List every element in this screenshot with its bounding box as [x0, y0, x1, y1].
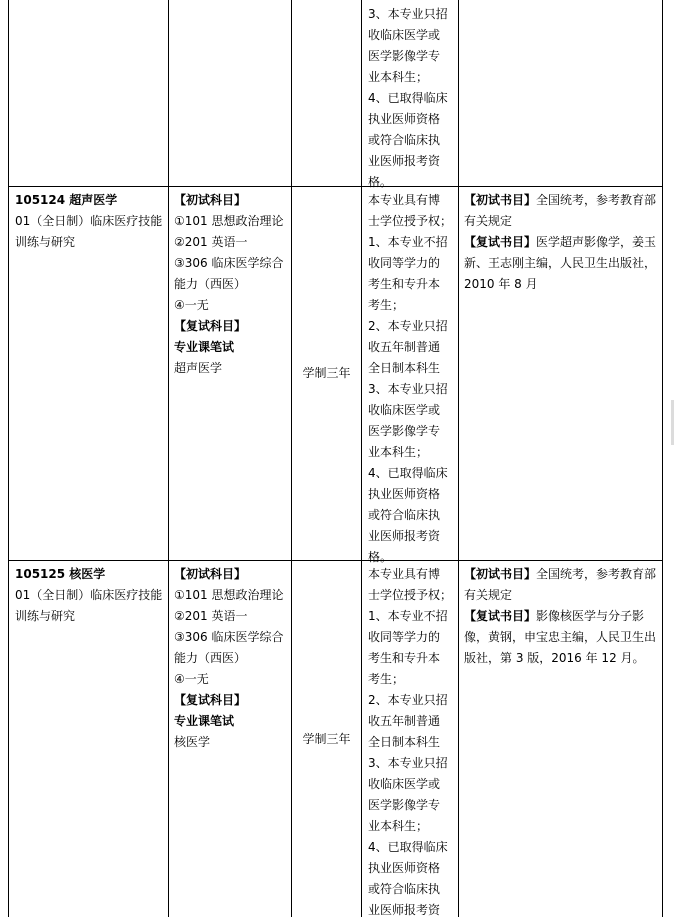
- condition-line: 3、本专业只招: [368, 7, 448, 21]
- prelim-subject: ②201 英语一: [174, 235, 248, 249]
- retest-subjects-header: 【复试科目】: [174, 693, 247, 707]
- duration-text: 学制三年: [302, 731, 351, 746]
- retest-books: [464, 606, 659, 669]
- retest-books-label: 【复试书目】: [464, 235, 537, 249]
- retest-subject: 核医学: [174, 735, 211, 749]
- condition-line: 4、已取得临床: [368, 91, 448, 105]
- condition-line: 收临床医学或: [368, 777, 441, 791]
- condition-line: 考生；: [368, 672, 405, 686]
- condition-line: 收临床医学或: [368, 28, 441, 42]
- prelim-subject: ④一无: [174, 672, 209, 686]
- condition-line: 或符合临床执: [368, 133, 441, 147]
- retest-subject: 超声医学: [174, 361, 223, 375]
- prelim-books-text: 全国统考，参考教育部有关规定: [464, 193, 657, 228]
- conditions-cell: [368, 190, 458, 568]
- prelim-books-text: 全国统考，参考教育部有关规定: [464, 567, 657, 602]
- duration-cell: [292, 187, 361, 560]
- condition-line: 业医师报考资: [368, 529, 441, 543]
- retest-books: [464, 232, 659, 295]
- retest-books-text: 医学超声影像学，姜玉新、王志刚主编，人民卫生出版社，2010 年 8 月: [464, 235, 657, 291]
- condition-line: 本专业具有博: [368, 567, 441, 581]
- prelim-subjects-header: 【初试科目】: [174, 193, 247, 207]
- condition-line: 业本科生；: [368, 819, 429, 833]
- condition-line: 全日制本科生: [368, 735, 441, 749]
- prelim-subject: ④一无: [174, 298, 209, 312]
- retest-subjects-header: 【复试科目】: [174, 319, 247, 333]
- prelim-subjects-header: 【初试科目】: [174, 567, 247, 581]
- retest-type: 专业课笔试: [174, 340, 235, 354]
- retest-type: 专业课笔试: [174, 714, 235, 728]
- table-border: [458, 0, 459, 917]
- table-border: [168, 0, 169, 917]
- condition-line: 考生和专升本: [368, 277, 441, 291]
- condition-line: 医学影像学专: [368, 49, 441, 63]
- table-border: [361, 0, 362, 917]
- conditions-cell: [368, 4, 458, 193]
- books-cell: [464, 564, 659, 669]
- condition-line: 收同等学力的: [368, 256, 441, 270]
- condition-line: 考生和专升本: [368, 651, 441, 665]
- condition-line: 收五年制普通: [368, 340, 441, 354]
- condition-line: 士学位授予权；: [368, 214, 453, 228]
- condition-line: 收五年制普通: [368, 714, 441, 728]
- duration-text: 学制三年: [302, 366, 351, 380]
- subjects-cell: [174, 190, 289, 379]
- direction-line: 训练与研究: [15, 235, 76, 249]
- subjects-cell: [174, 564, 289, 753]
- condition-line: 执业医师资格: [368, 487, 441, 501]
- direction-line: 01（全日制）临床医疗技能: [15, 214, 163, 228]
- retest-books-label: 【复试书目】: [464, 609, 537, 623]
- condition-line: 执业医师资格: [368, 861, 441, 875]
- condition-line: 格。: [368, 550, 393, 564]
- conditions-cell: [368, 564, 458, 917]
- condition-line: 考生；: [368, 298, 405, 312]
- duration-cell: [292, 561, 361, 917]
- direction-line: 01（全日制）临床医疗技能: [15, 588, 163, 602]
- condition-line: 医学影像学专: [368, 424, 441, 438]
- condition-line: 3、本专业只招: [368, 756, 448, 770]
- condition-line: 业本科生；: [368, 70, 429, 84]
- prelim-subject: ①101 思想政治理论: [174, 214, 284, 228]
- condition-line: 1、本专业不招: [368, 235, 448, 249]
- condition-line: 业医师报考资: [368, 154, 441, 168]
- condition-line: 或符合临床执: [368, 882, 441, 896]
- condition-line: 4、已取得临床: [368, 840, 448, 854]
- major-cell: [15, 564, 165, 627]
- condition-line: 本专业具有博: [368, 193, 441, 207]
- table-border: [8, 0, 9, 917]
- condition-line: 或符合临床执: [368, 508, 441, 522]
- condition-line: 收临床医学或: [368, 403, 441, 417]
- condition-line: 2、本专业只招: [368, 693, 448, 707]
- prelim-subject: 能力（西医）: [174, 277, 247, 291]
- major-cell: [15, 190, 165, 253]
- condition-line: 4、已取得临床: [368, 466, 448, 480]
- condition-line: 格。: [368, 175, 393, 189]
- condition-line: 业本科生；: [368, 445, 429, 459]
- retest-books-text: 影像核医学与分子影像，黄钢，申宝忠主编，人民卫生出版社，第 3 版，2016 年 12 月。: [464, 609, 657, 665]
- prelim-subject: ③306 临床医学综合: [174, 256, 284, 270]
- condition-line: 全日制本科生: [368, 361, 441, 375]
- books-cell: [464, 190, 659, 295]
- condition-line: 执业医师资格: [368, 112, 441, 126]
- condition-line: 3、本专业只招: [368, 382, 448, 396]
- condition-line: 医学影像学专: [368, 798, 441, 812]
- prelim-subject: ③306 临床医学综合: [174, 630, 284, 644]
- major-code-name: 105125 核医学: [15, 567, 106, 581]
- prelim-books: [464, 564, 659, 606]
- direction-line: 训练与研究: [15, 609, 76, 623]
- table-border: [662, 0, 663, 917]
- prelim-books: [464, 190, 659, 232]
- major-code-name: 105124 超声医学: [15, 193, 118, 207]
- condition-line: 2、本专业只招: [368, 319, 448, 333]
- condition-line: 1、本专业不招: [368, 609, 448, 623]
- prelim-subject: 能力（西医）: [174, 651, 247, 665]
- condition-line: 收同等学力的: [368, 630, 441, 644]
- prelim-subject: ①101 思想政治理论: [174, 588, 284, 602]
- prelim-subject: ②201 英语一: [174, 609, 248, 623]
- condition-line: 士学位授予权；: [368, 588, 453, 602]
- prelim-books-label: 【初试书目】: [464, 567, 537, 581]
- condition-line: 业医师报考资: [368, 903, 441, 917]
- prelim-books-label: 【初试书目】: [464, 193, 537, 207]
